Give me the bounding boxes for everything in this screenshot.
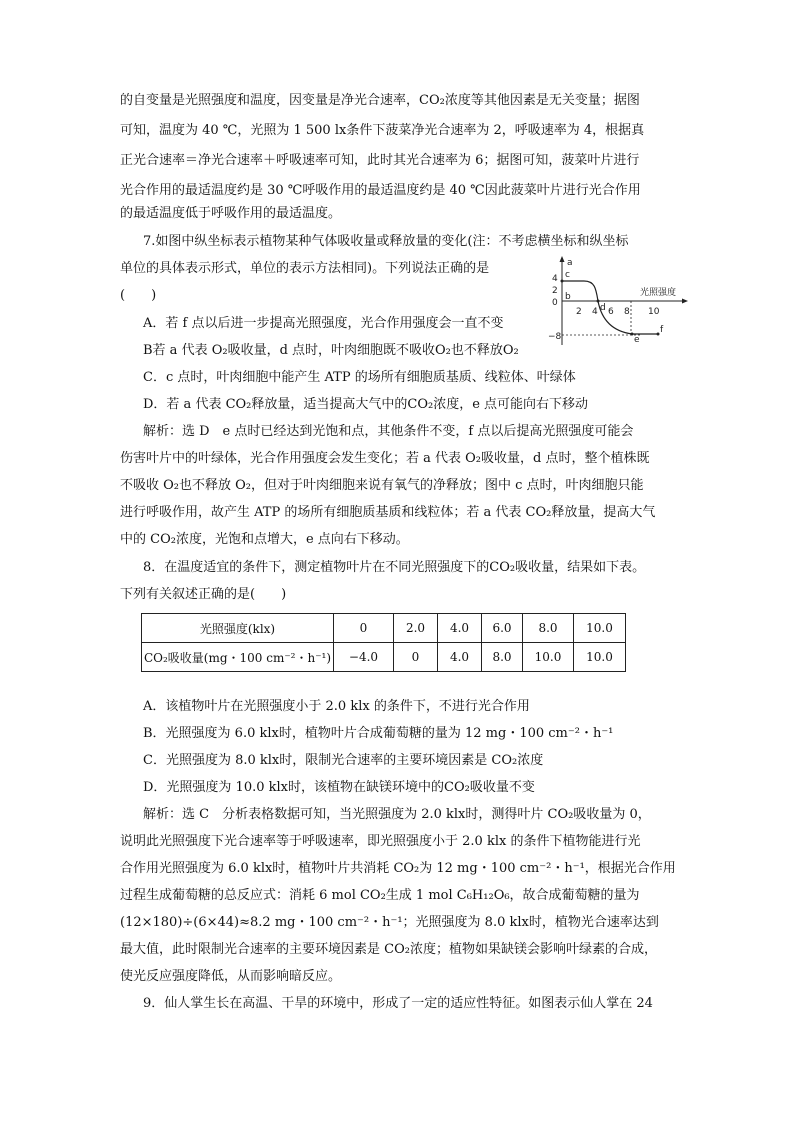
q8-analysis: 使光反应强度降低，从而影响暗反应。 xyxy=(120,969,342,984)
point-label: b xyxy=(565,292,571,302)
q7-stem: ( ) xyxy=(120,288,157,303)
table-cell: −4.0 xyxy=(334,643,394,672)
q8-option-b: B．光照强度为 6.0 klx时，植物叶片合成葡萄糖的量为 12 mg・100 cm⁻²・h⁻¹ xyxy=(143,726,614,741)
q8-option-c: C．光照强度为 8.0 klx时，限制光合速率的主要环境因素是 CO₂浓度 xyxy=(143,753,544,768)
table-row xyxy=(142,614,626,643)
text-line: 可知，温度为 40 ℃，光照为 1 500 lx条件下菠菜净光合速率为 2，呼吸速率为 4，根据真 xyxy=(120,123,645,138)
table-cell: 4.0 xyxy=(438,614,482,643)
y-axis-label: a xyxy=(567,258,573,268)
q7-stem: 单位的具体表示形式，单位的表示方法相同)。下列说法正确的是 xyxy=(120,261,490,276)
q7-option-d: D．若 a 代表 CO₂释放量，适当提高大气中的CO₂浓度，e 点可能向右下移动 xyxy=(143,397,589,412)
q8-analysis: 合作用光照强度为 6.0 klx时，植物叶片共消耗 CO₂为 12 mg・100 cm⁻²・h⁻¹，根据光合作用 xyxy=(120,861,676,876)
y-tick: 2 xyxy=(552,286,558,296)
table-cell: 0 xyxy=(394,643,438,672)
x-tick: 2 xyxy=(576,307,582,317)
q8-analysis: 解析：选 C 分析表格数据可知，当光照强度为 2.0 klx时，测得叶片 CO₂吸收量为 0， xyxy=(143,807,651,822)
light-co2-table xyxy=(141,613,626,672)
q7-option-a: A．若 f 点以后进一步提高光照强度，光合作用强度会一直不变 xyxy=(143,316,504,331)
q8-stem: 下列有关叙述正确的是( ) xyxy=(120,587,287,602)
q7-option-c: C．c 点时，叶肉细胞中能产生 ATP 的场所有细胞质基质、线粒体、叶绿体 xyxy=(143,370,576,385)
point-label: d xyxy=(600,303,606,313)
q7-analysis: 解析：选 D e 点时已经达到光饱和点，其他条件不变，f 点以后提高光照强度可能会 xyxy=(143,424,634,439)
q8-option-a: A．该植物叶片在光照强度小于 2.0 klx 的条件下，不进行光合作用 xyxy=(143,699,530,714)
q7-analysis: 进行呼吸作用，故产生 ATP 的场所有细胞质基质和线粒体；若 a 代表 CO₂释放量，提高大气 xyxy=(120,505,656,520)
table-row xyxy=(142,643,626,672)
y-tick: 4 xyxy=(552,274,558,284)
q8-analysis: 说明此光照强度下光合速率等于呼吸速率，即光照强度小于 2.0 klx 的条件下植物能进行光 xyxy=(120,834,641,849)
q8-option-d: D．光照强度为 10.0 klx时，该植物在缺镁环境中的CO₂吸收量不变 xyxy=(143,780,535,795)
point-label: c xyxy=(565,270,570,280)
q7-option-b: B若 a 代表 O₂吸收量，d 点时，叶肉细胞既不吸收O₂也不释放O₂ xyxy=(143,343,519,358)
q8-analysis: 过程生成葡萄糖的总反应式：消耗 6 mol CO₂生成 1 mol C₆H₁₂O₆，故合成葡萄糖的量为 xyxy=(120,888,640,903)
q7-analysis: 不吸收 O₂也不释放 O₂，但对于叶肉细胞来说有氧气的净释放；图中 c 点时，叶肉细胞只能 xyxy=(120,478,644,493)
q8-analysis: 最大值，此时限制光合速率的主要环境因素是 CO₂浓度；植物如果缺镁会影响叶绿素的合成， xyxy=(120,942,657,957)
text-line: 的最适温度低于呼吸作用的最适温度。 xyxy=(120,206,342,221)
point-label: e xyxy=(634,335,640,345)
y-tick: 0 xyxy=(552,298,558,308)
q9-stem: 9．仙人掌生长在高温、干旱的环境中，形成了一定的适应性特征。如图表示仙人掌在 24 xyxy=(143,996,653,1011)
table-cell: 8.0 xyxy=(482,643,523,672)
table-cell: 6.0 xyxy=(482,614,523,643)
q7-graph xyxy=(548,255,690,347)
x-axis-label: 光照强度 xyxy=(640,288,677,298)
table-header-cell: CO₂吸收量(mg・100 cm⁻²・h⁻¹) xyxy=(142,643,334,672)
text-line: 光合作用的最适温度约是 30 ℃呼吸作用的最适温度约是 40 ℃因此菠菜叶片进行光合作用 xyxy=(120,183,641,198)
table-cell: 0 xyxy=(334,614,394,643)
q8-analysis: (12×180)÷(6×44)≈8.2 mg・100 cm⁻²・h⁻¹；光照强度为 8.0 klx时，植物光合速率达到 xyxy=(120,915,659,930)
y-tick: −8 xyxy=(548,332,562,342)
point-c xyxy=(561,280,564,283)
table-cell: 8.0 xyxy=(523,614,574,643)
table-cell: 4.0 xyxy=(438,643,482,672)
table-header-cell: 光照强度(klx) xyxy=(142,614,334,643)
q8-stem: 8．在温度适宜的条件下，测定植物叶片在不同光照强度下的CO₂吸收量，结果如下表。 xyxy=(143,560,646,575)
x-tick: 8 xyxy=(624,307,630,317)
table-cell: 10.0 xyxy=(523,643,574,672)
q7-stem: 7.如图中纵坐标表示植物某种气体吸收量或释放量的变化(注：不考虑横坐标和纵坐标 xyxy=(143,234,629,249)
x-tick: 4 xyxy=(592,307,598,317)
text-line: 正光合速率＝净光合速率＋呼吸速率可知，此时其光合速率为 6；据图可知，菠菜叶片进行 xyxy=(120,153,640,168)
table-cell: 2.0 xyxy=(394,614,438,643)
q7-analysis: 中的 CO₂浓度，光饱和点增大，e 点向右下移动。 xyxy=(120,532,409,547)
table-cell: 10.0 xyxy=(574,643,626,672)
q7-analysis: 伤害叶片中的叶绿体，光合作用强度会发生变化；若 a 代表 O₂吸收量，d 点时，整个植株既 xyxy=(120,451,650,466)
x-tick: 6 xyxy=(608,307,614,317)
table-cell: 10.0 xyxy=(574,614,626,643)
text-line: 的自变量是光照强度和温度，因变量是净光合速率，CO₂浓度等其他因素是无关变量；据图 xyxy=(120,93,640,108)
x-tick: 10 xyxy=(648,307,660,317)
x-axis-arrow xyxy=(682,299,688,304)
y-axis-arrow xyxy=(560,256,565,262)
point-label: f xyxy=(660,325,664,335)
